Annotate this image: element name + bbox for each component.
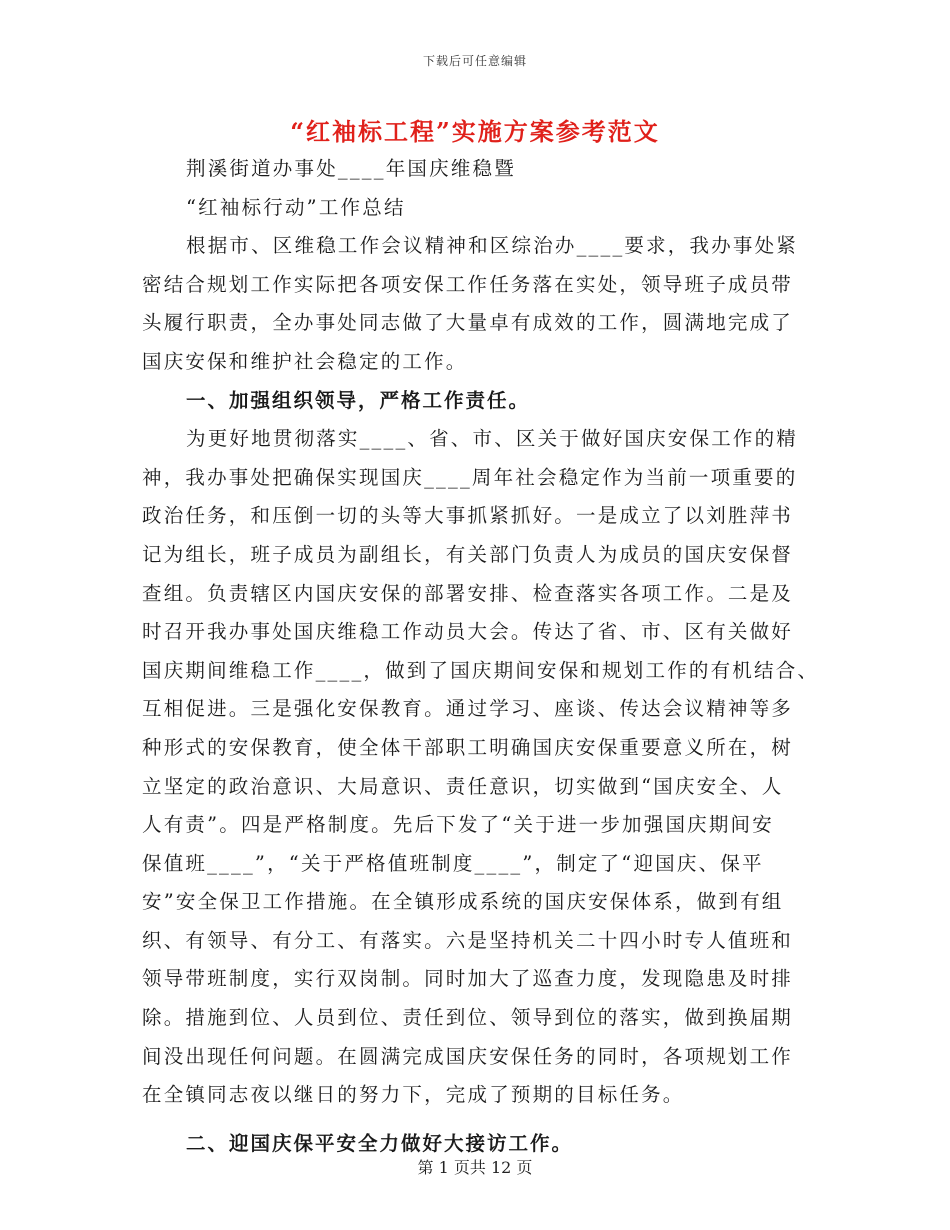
body-line: 织、有领导、有分工、有落实。六是坚持机关二十四小时专人值班和	[142, 928, 794, 952]
body-line: 互相促进。三是强化安保教育。通过学习、座谈、传达会议精神等多	[142, 697, 794, 721]
body-line: 种形式的安保教育，使全体干部职工明确国庆安保重要意义所在，树	[142, 735, 794, 759]
intro-paragraph	[142, 227, 806, 381]
body-line: 时召开我办事处国庆维稳工作动员大会。传达了省、市、区有关做好	[142, 620, 794, 644]
subtitle-line-1: 荆溪街道办事处____年国庆维稳暨	[186, 157, 516, 180]
section-1-paragraph	[142, 420, 820, 1115]
body-line: 人有责”。四是严格制度。先后下发了“关于进一步加强国庆期间安	[142, 813, 774, 837]
body-line: 在全镇同志夜以继日的努力下，完成了预期的目标任务。	[142, 1083, 685, 1107]
body-line: 政治任务，和压倒一切的头等大事抓紧抓好。一是成立了以刘胜萍书	[142, 504, 794, 528]
page-footer: 第 1 页共 12 页	[417, 1158, 533, 1177]
body-line: 安”安全保卫工作措施。在全镇形成系统的国庆安保体系，做到有组	[142, 890, 784, 914]
body-line: 神，我办事处把确保实现国庆____周年社会稳定作为当前一项重要的	[142, 465, 798, 489]
intro-line: 头履行职责，全办事处同志做了大量卓有成效的工作，圆满地完成了	[142, 311, 794, 335]
header-note: 下载后可任意编辑	[422, 54, 527, 68]
section-1-heading: 一、加强组织领导，严格工作责任。	[186, 388, 531, 412]
body-line: 领导带班制度，实行双岗制。同时加大了巡查力度，发现隐患及时排	[142, 967, 794, 991]
document-title: “红袖标工程”实施方案参考范文	[290, 117, 660, 146]
document-body	[142, 150, 820, 1163]
body-line: 国庆期间维稳工作____，做到了国庆期间安保和规划工作的有机结合、	[142, 658, 820, 682]
body-line: 间没出现任何问题。在圆满完成国庆安保任务的同时，各项规划工作	[142, 1044, 794, 1068]
intro-line: 根据市、区维稳工作会议精神和区综治办____要求，我办事处紧	[186, 234, 799, 258]
subtitle-line-2: “红袖标行动”工作总结	[186, 195, 406, 219]
body-line: 除。措施到位、人员到位、责任到位、领导到位的落实，做到换届期	[142, 1006, 794, 1030]
body-line: 立坚定的政治意识、大局意识、责任意识，切实做到“国庆安全、人	[142, 774, 784, 798]
section-2-heading: 二、迎国庆保平安全力做好大接访工作。	[186, 1131, 574, 1155]
intro-line: 国庆安保和维护社会稳定的工作。	[142, 349, 468, 373]
body-line: 记为组长，班子成员为副组长，有关部门负责人为成员的国庆安保督	[142, 542, 794, 566]
intro-line: 密结合规划工作实际把各项安保工作任务落在实处，领导班子成员带	[142, 272, 794, 296]
body-line: 保值班____”，“关于严格值班制度____”，制定了“迎国庆、保平	[142, 851, 764, 875]
body-line: 查组。负责辖区内国庆安保的部署安排、检查落实各项工作。二是及	[142, 581, 794, 605]
body-line: 为更好地贯彻落实____、省、市、区关于做好国庆安保工作的精	[186, 427, 799, 451]
